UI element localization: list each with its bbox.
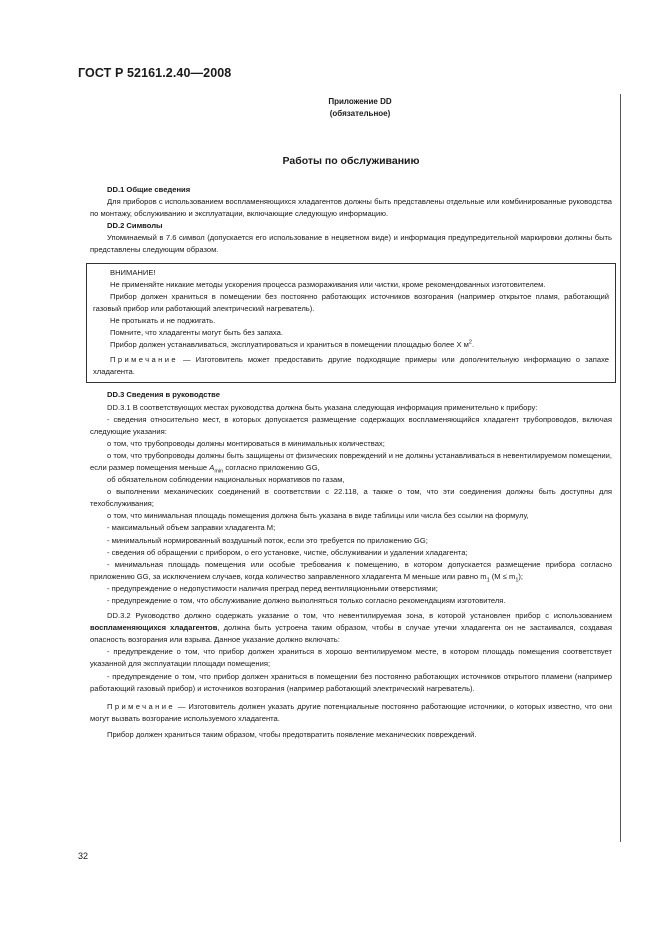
l5-sub2: 1 — [515, 577, 519, 584]
warning-p5-sup: 2 — [468, 339, 472, 346]
warning-p2: Прибор должен храниться в помещении без постоянно работающих источников возгорания (например открытое пламя, работающий газовый прибор или работающий электрический нагреватель). — [93, 291, 609, 313]
warning-p1: Не применяйте никакие методы ускорения процесса размораживания или чистки, кроме рекомендованных изготовителем. — [110, 279, 546, 289]
dd2-heading: DD.2 Символы — [107, 221, 163, 231]
warning-p5-end: . — [471, 340, 475, 350]
margin-rule — [620, 94, 621, 842]
dd3-2-paragraph — [90, 610, 612, 646]
list-item: - сведения об обращении с прибором, о его установке, чистке, обслуживании и удалении хладагента; — [107, 547, 468, 557]
list-item — [90, 559, 612, 583]
warning-p4: Помните, что хладагенты могут быть без запаха. — [110, 328, 283, 338]
l5-text: - минимальная площадь помещения или особые требования к помещению, в котором допускается размещение прибора согласно приложению GG, за исключением случаев, когда количество заправленного хладагента M меньше или равно m — [90, 559, 612, 581]
dd3-2-bold: воспламеняющихся хладагентов — [90, 623, 218, 633]
list-subitem: о выполнении механических соединений в соответствии с 22.118, а также о том, что эти соединения должны быть доступны для техобслуживания; — [90, 487, 612, 509]
l1b-text: о том, что трубопроводы должны быть защищены от физических повреждений и не должны устанавливаться в невентилируемом помещении, если размер помещения меньше — [90, 450, 613, 472]
l5-sub: 1 — [486, 577, 490, 584]
list-item: - минимальный нормированный воздушный поток, если это требуется по приложению GG; — [107, 535, 428, 545]
warning-note-text: — Изготовитель может предоставить другие подходящие примеры или дополнительную информацию о запахе хладагента. — [93, 355, 609, 377]
page-number: 32 — [78, 851, 89, 861]
list-subitem — [90, 450, 612, 474]
appendix-title: Приложение DD — [328, 97, 392, 106]
list-subitem: о том, что трубопроводы должны монтироваться в минимальных количествах; — [107, 438, 385, 448]
dd1-heading: DD.1 Общие сведения — [107, 185, 191, 194]
list-item: - предупреждение о том, что прибор должен храниться в хорошо вентилируемом месте, в котором площадь помещения соответствует указанной для эксплуатации площади помещения; — [90, 647, 612, 669]
list-subitem: о том, что минимальная площадь помещения должна быть указана в виде таблицы или числа без ссылки на формулу, — [107, 511, 529, 521]
dd2-text: Упоминаемый в 7.6 символ (допускается его использование в нецветном виде) и информация предупредительной маркировки должны быть представлены следующим образом. — [90, 233, 612, 255]
l5-formula: (M ≤ m — [489, 571, 516, 581]
list-subitem: об обязательном соблюдении национальных нормативов по газам, — [107, 475, 345, 485]
warning-note — [93, 354, 609, 378]
list-item: - максимальный объем заправки хладагента M; — [107, 523, 276, 533]
warning-p3: Не протыкать и не поджигать. — [110, 315, 216, 325]
l1b-end: согласно приложению GG, — [223, 462, 320, 472]
dd3-note — [90, 701, 612, 725]
warning-box — [86, 263, 616, 384]
dd3-note-label: Примечание — [107, 701, 175, 711]
dd3-2-end: , должна быть устроена таким образом, чтобы в случае утечки хладагента он не застаивался, создавая опасность возгорания или взрыва. Данное указание должно включать: — [90, 623, 612, 645]
section-title: Работы по обслуживанию — [282, 155, 420, 167]
dd3-note-text: — Изготовитель должен указать другие потенциальные постоянно работающие источники, о которых известно, что они могут вызвать возгорание используемого хладагента. — [90, 701, 612, 723]
dd3-last: Прибор должен храниться таким образом, чтобы предотвратить появление механических повреждений. — [107, 729, 477, 739]
warning-note-label: Примечание — [110, 355, 178, 365]
list-item: - сведения относительно мест, в которых допускается размещение содержащих воспламеняющийся хладагент трубопроводов, включая следующие указания: — [90, 414, 612, 436]
warning-p5-text: Прибор должен устанавливаться, эксплуатироваться и храниться в помещении площадью более X м — [110, 340, 469, 350]
dd3-heading: DD.3 Сведения в руководстве — [107, 390, 220, 400]
l5-end: ); — [518, 571, 524, 581]
appendix-heading — [280, 96, 440, 120]
warning-p5 — [93, 339, 609, 351]
l1b-symbol: A — [209, 462, 215, 472]
l1b-sub: min — [214, 468, 224, 475]
warning-title: ВНИМАНИЕ! — [110, 267, 156, 277]
document-code-header: ГОСТ Р 52161.2.40—2008 — [78, 66, 232, 80]
list-item: - предупреждение о недопустимости наличия преград перед вентиляционными отверстиями; — [107, 583, 438, 593]
list-item: - предупреждение о том, что прибор должен храниться в помещении без постоянно работающих источников открытого пламени (например работающий газовый прибор) и источников возгорания (например работающий электрический нагреватель). — [90, 671, 612, 693]
appendix-status: (обязательное) — [329, 109, 391, 118]
dd1-text: Для приборов с использованием воспламеняющихся хладагентов должны быть представлены отдельные или комбинированные руководства по монтажу, обслуживанию и эксплуатации, включающие следующую информацию. — [90, 197, 612, 219]
dd3-2-text: DD.3.2 Руководство должно содержать указание о том, что невентилируемая зона, в которой установлен прибор с использованием — [107, 611, 612, 621]
list-item: - предупреждение о том, что обслуживание должно выполняться только согласно рекомендациям изготовителя. — [107, 596, 506, 605]
dd3-intro: DD.3.1 В соответствующих местах руководства должна быть указана следующая информация применительно к прибору: — [107, 402, 538, 412]
document-body — [90, 184, 612, 741]
